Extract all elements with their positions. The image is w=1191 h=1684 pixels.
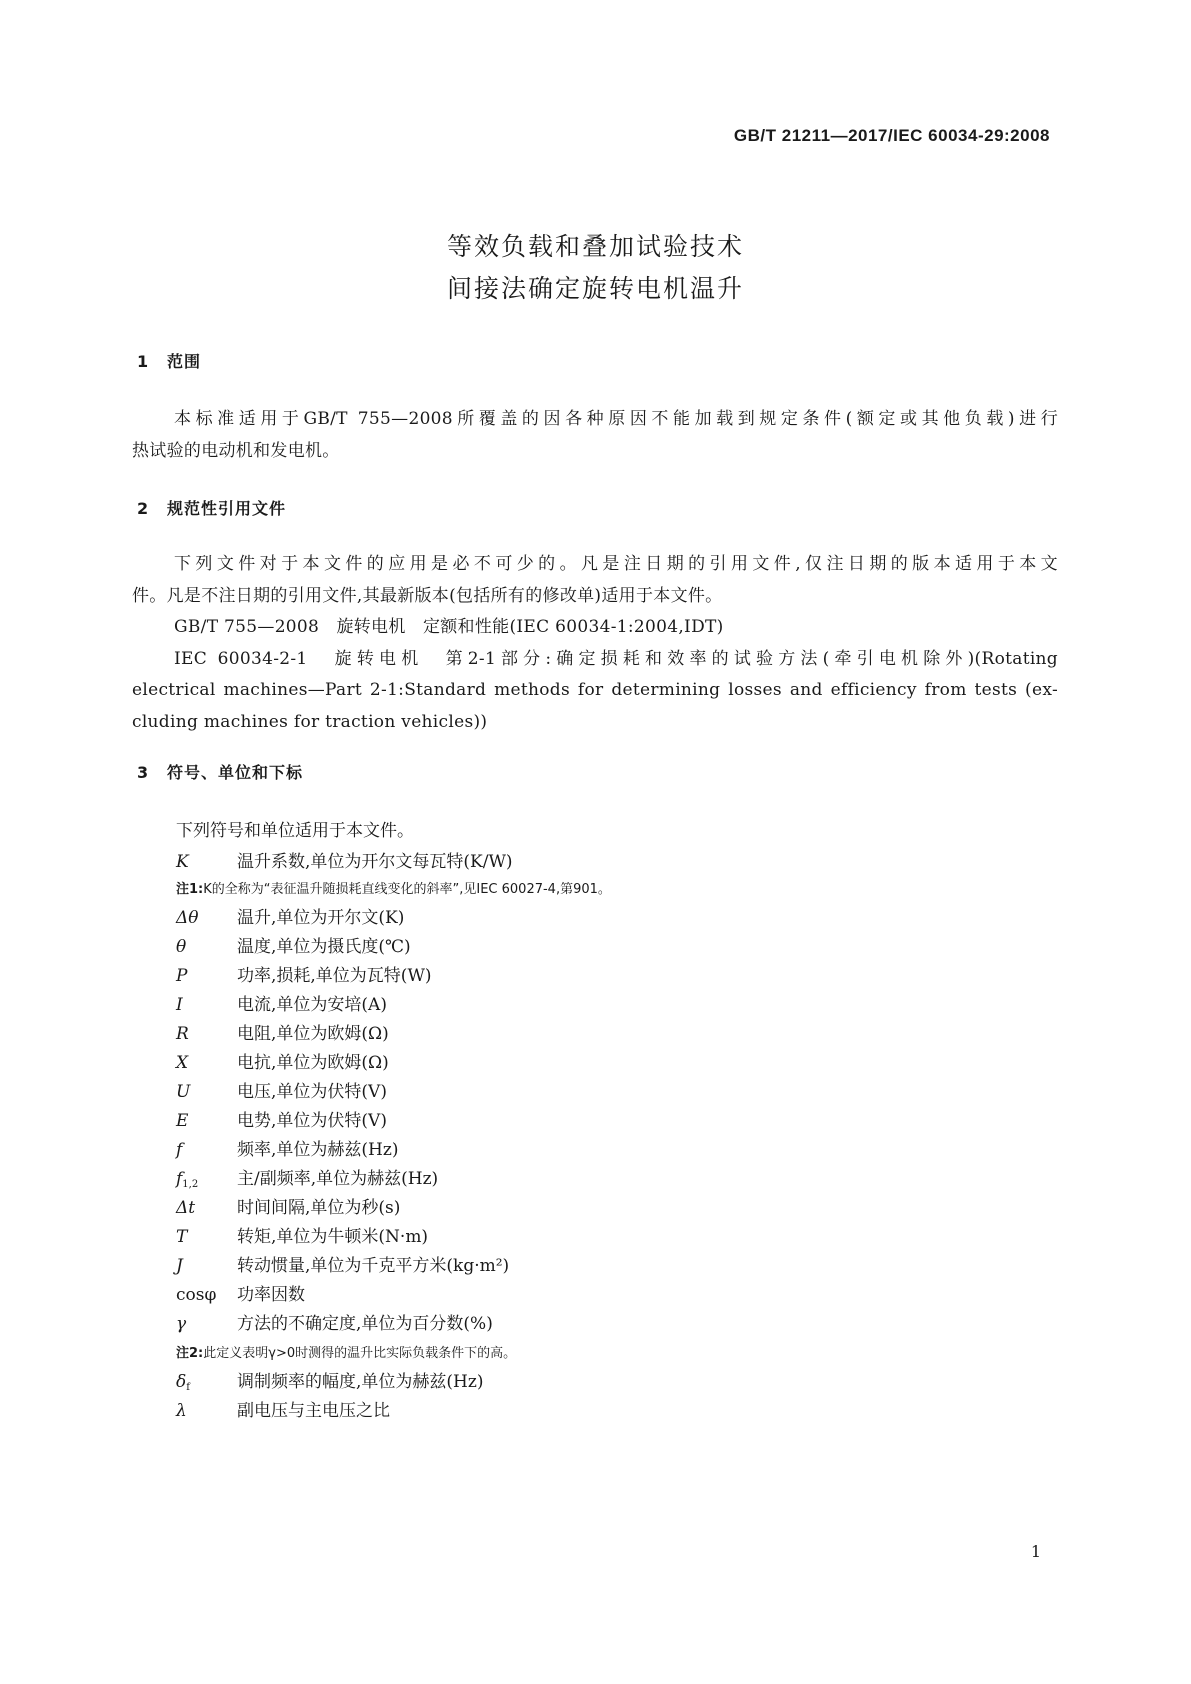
title-line-1: 等效负载和叠加试验技术 (446, 232, 744, 261)
symbol: K (176, 852, 189, 872)
note-label: 注1: (176, 882, 204, 897)
symbol-definition: 转矩,单位为牛顿米(N·m) (237, 1227, 429, 1247)
symbol: γ (176, 1314, 187, 1334)
symbol-row (176, 1367, 483, 1393)
symbol: I (176, 995, 183, 1015)
symbol: U (176, 1082, 191, 1102)
paragraph-line: 本标准适用于GB/T 755—2008所覆盖的因各种原因不能加载到规定条件(额定或其他负载)进行 (174, 409, 1058, 429)
section-number: 2 (137, 499, 150, 518)
symbol-base: δ (176, 1372, 187, 1392)
symbol: J (176, 1256, 183, 1276)
document-title (0, 226, 1191, 310)
symbol-row (176, 847, 513, 872)
symbol-subscript: 1,2 (182, 1179, 199, 1190)
symbol: P (176, 966, 188, 986)
section-1-heading (137, 349, 201, 372)
symbol-row (176, 1135, 398, 1160)
standard-code: GB/T 21211—2017/IEC 60034-29:2008 (733, 126, 1050, 145)
symbol-definition: 功率因数 (237, 1285, 305, 1305)
section-2-body (132, 549, 1058, 738)
paragraph-line: 件。凡是不注日期的引用文件,其最新版本(包括所有的修改单)适用于本文件。 (132, 585, 723, 606)
title-line-2: 间接法确定旋转电机温升 (446, 274, 744, 303)
symbol-definition: 频率,单位为赫兹(Hz) (237, 1140, 399, 1160)
symbol: Δθ (176, 908, 199, 928)
symbol-definition: 电阻,单位为欧姆(Ω) (237, 1024, 389, 1044)
symbol-row (176, 1164, 438, 1190)
symbol-row (176, 990, 387, 1015)
symbol-row (176, 1396, 390, 1421)
symbol-definition: 温升,单位为开尔文(K) (237, 908, 405, 928)
symbol: R (176, 1024, 189, 1044)
section-1-body (132, 404, 1058, 467)
symbol: cosφ (176, 1285, 217, 1305)
symbol: Δt (176, 1198, 196, 1218)
symbol-definition: 副电压与主电压之比 (237, 1401, 390, 1421)
section-title: 符号、单位和下标 (167, 763, 304, 782)
note-text: 此定义表明γ>0时测得的温升比实际负载条件下的高。 (203, 1346, 517, 1361)
note-1 (176, 878, 611, 897)
symbol-row (176, 903, 404, 928)
section-title: 范围 (167, 352, 202, 371)
symbol-row (176, 1106, 387, 1131)
symbol-definition: 时间间隔,单位为秒(s) (237, 1198, 401, 1218)
symbol-base: f (176, 1169, 183, 1189)
symbol-definition: 温度,单位为摄氏度(℃) (237, 937, 411, 957)
symbol-row (176, 1222, 428, 1247)
symbol: λ (176, 1401, 187, 1421)
paragraph-line: 热试验的电动机和发电机。 (132, 440, 340, 461)
section-title: 规范性引用文件 (167, 499, 287, 518)
symbol-subscript: f (186, 1382, 190, 1393)
symbol-row (176, 1077, 387, 1102)
symbol-row (176, 1019, 389, 1044)
symbol-row (176, 961, 432, 986)
symbol (176, 1372, 237, 1393)
page-number: 1 (1030, 1542, 1041, 1561)
note-2 (176, 1342, 516, 1361)
symbol-row (176, 1309, 493, 1334)
reference-iec60034-2-1: IEC 60034-2-1 旋转电机 第2-1部分:确定损耗和效率的试验方法(牵引电机除外)(Rotating (174, 648, 1058, 669)
note-label: 注2: (176, 1346, 204, 1361)
symbol: f (176, 1140, 183, 1160)
symbol-row (176, 1193, 400, 1218)
section-number: 3 (137, 763, 150, 782)
symbol (176, 1169, 237, 1190)
symbol-definition: 电压,单位为伏特(V) (237, 1082, 387, 1102)
symbol-definition: 方法的不确定度,单位为百分数(%) (237, 1314, 493, 1334)
symbol-row (176, 1251, 509, 1276)
reference-gbt755: GB/T 755—2008 旋转电机 定额和性能(IEC 60034-1:2004,IDT) (174, 617, 724, 637)
paragraph-line: electrical machines—Part 2-1:Standard methods for determining losses and efficiency from tests (ex- (132, 680, 1058, 700)
symbol-definition: 电势,单位为伏特(V) (237, 1111, 387, 1131)
section-3-heading (137, 760, 303, 783)
symbol-row (176, 932, 411, 957)
symbol-row (176, 1280, 305, 1305)
symbol-definition: 转动惯量,单位为千克平方米(kg·m²) (237, 1256, 510, 1276)
paragraph-line: cluding machines for traction vehicles)) (132, 711, 488, 732)
symbol: θ (176, 937, 187, 957)
symbol: T (176, 1227, 188, 1247)
symbols-intro: 下列符号和单位适用于本文件。 (176, 821, 414, 841)
symbol-definition: 主/副频率,单位为赫兹(Hz) (237, 1169, 439, 1189)
symbol: E (176, 1111, 189, 1131)
symbol-definition: 功率,损耗,单位为瓦特(W) (237, 966, 432, 986)
symbol-definition: 电抗,单位为欧姆(Ω) (237, 1053, 389, 1073)
note-text: K的全称为“表征温升随损耗直线变化的斜率”,见IEC 60027-4,第901。 (203, 882, 611, 897)
symbol-definition: 温升系数,单位为开尔文每瓦特(K/W) (237, 852, 513, 872)
section-number: 1 (137, 352, 150, 371)
symbol: X (176, 1053, 189, 1073)
section-2-heading (137, 496, 286, 519)
symbol-row (176, 1048, 389, 1073)
paragraph-line: 下列文件对于本文件的应用是必不可少的。凡是注日期的引用文件,仅注日期的版本适用于本文 (174, 554, 1058, 574)
symbol-definition: 调制频率的幅度,单位为赫兹(Hz) (237, 1372, 484, 1392)
symbol-definition: 电流,单位为安培(A) (237, 995, 387, 1015)
